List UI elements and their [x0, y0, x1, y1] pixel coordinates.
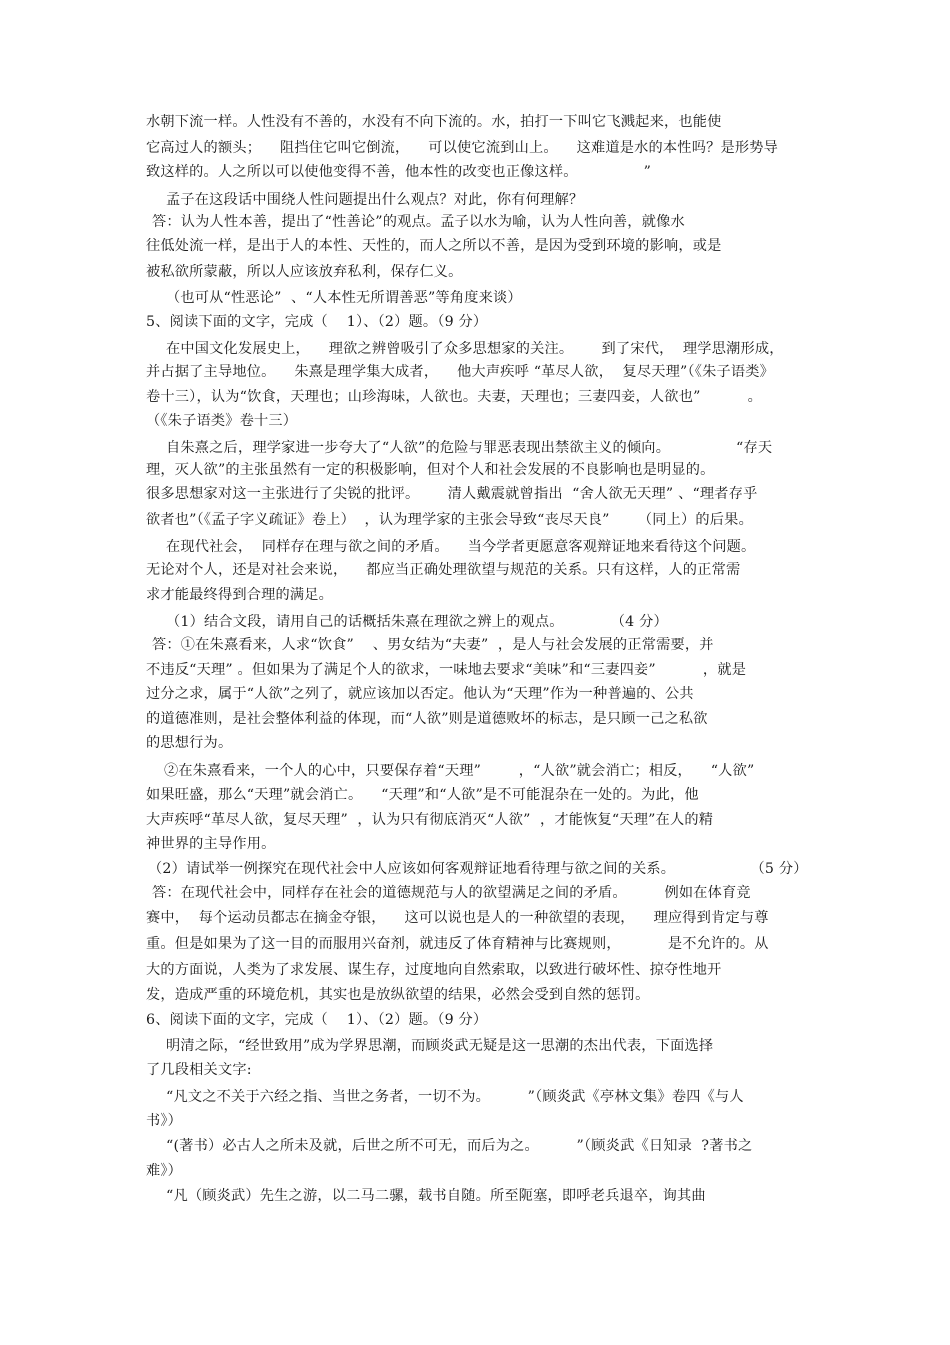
answer-line: 过分之求，属于“人欲”之列了，就应该加以否定。他认为“天理”作为一种普遍的、公共 — [146, 686, 694, 702]
section-heading-5: 5、阅读下面的文字，完成（ 1）、（2）题。（9 分） — [146, 314, 488, 330]
question-line: 孟子在这段话中围绕人性问题提出什么观点？对此，你有何理解？ — [166, 192, 584, 208]
quote-line: 难》） — [146, 1163, 183, 1179]
paragraph-line: 致这样的。人之所以可以使他变得不善，他本性的改变也正像这样。 ” — [146, 164, 652, 180]
answer-line: 往低处流一样，是出于人的本性、天性的，而人之所以不善，是因为受到环境的影响，或是 — [146, 238, 722, 254]
passage-line: 求才能最终得到合理的满足。 — [146, 587, 334, 603]
quote-line: “(著书）必古人之所未及就，后世之所不可无，而后为之。 ”（顾炎武《日知录 ?著书之 — [166, 1138, 753, 1154]
answer-line: 如果旺盛，那么“天理”就会消亡。 “天理”和“人欲”是不可能混杂在一处的。为此，他 — [146, 787, 699, 803]
answer-line: 大的方面说，人类为了求发展、谋生存，过度地向自然索取，以致进行破坏性、掠夺性地开 — [146, 962, 722, 978]
passage-line: 自朱熹之后，理学家进一步夸大了“人欲”的危险与罪恶表现出禁欲主义的倾向。 “存天 — [166, 440, 773, 456]
answer-line: 的思想行为。 — [146, 735, 233, 751]
passage-line: 并占据了主导地位。 朱熹是理学集大成者， 他大声疾呼 “革尽人欲， 复尽天理”（《朱子语类》 — [146, 364, 775, 380]
answer-line: 赛中， 每个运动员都志在摘金夺银， 这可以说也是人的一种欲望的表现， 理应得到肯定与尊 — [146, 910, 769, 926]
answer-line: 答：①在朱熹看来，人求“饮食” 、男女结为“夫妻” ，是人与社会发展的正常需要，并 — [152, 637, 714, 653]
answer-line: 答：认为人性本善，提出了“性善论”的观点。孟子以水为喻，认为人性向善，就像水 — [152, 214, 685, 230]
answer-line: 神世界的主导作用。 — [146, 836, 276, 852]
passage-line: 卷十三），认为“饮食，天理也；山珍海味，人欲也。夫妻，天理也；三妻四妾，人欲也” 。 — [146, 389, 763, 405]
question-line: （1）结合文段，请用自己的话概括朱熹在理欲之辨上的观点。 （4 分） — [166, 614, 668, 630]
answer-line: 答：在现代社会中，同样存在社会的道德规范与人的欲望满足之间的矛盾。 例如在体育竞 — [152, 885, 751, 901]
section-heading-6: 6、阅读下面的文字，完成（ 1）、（2）题。（9 分） — [146, 1012, 488, 1028]
answer-line: 发，造成严重的环境危机，其实也是放纵欲望的结果，必然会受到自然的惩罚。 — [146, 987, 650, 1003]
answer-line: 被私欲所蒙蔽，所以人应该放弃私利，保存仁义。 — [146, 264, 463, 280]
paragraph-line: 它高过人的额头； 阻挡住它叫它倒流， 可以使它流到山上。 这难道是水的本性吗？是形势导 — [146, 140, 779, 156]
answer-line: 的道德准则，是社会整体利益的体现，而“人欲”则是道德败坏的标志，是只顾一己之私欲 — [146, 711, 708, 727]
answer-line: ②在朱熹看来，一个人的心中，只要保存着“天理” ，“人欲”就会消亡；相反， “人欲” — [164, 763, 755, 779]
passage-line: 明清之际，“经世致用”成为学界思潮，而顾炎武无疑是这一思潮的杰出代表，下面选择 — [166, 1038, 714, 1054]
passage-line: 欲者也”（《孟子字义疏证》卷上） ，认为理学家的主张会导致“丧尽天良” （同上）的后果。 — [146, 512, 753, 528]
paragraph-line: 水朝下流一样。人性没有不善的，水没有不向下流的。水，拍打一下叫它飞溅起来，也能使 — [146, 114, 722, 130]
question-line: （2）请试举一例探究在现代社会中人应该如何客观辩证地看待理与欲之间的关系。 （5 分） — [148, 861, 808, 877]
answer-line: 重。但是如果为了这一目的而服用兴奋剂，就违反了体育精神与比赛规则， 是不允许的。从 — [146, 936, 769, 952]
answer-line: 不违反“天理” 。但如果为了满足个人的欲求，一味地去要求“美味”和“三妻四妾” ，就是 — [146, 662, 747, 678]
passage-line: 了几段相关文字: — [146, 1062, 252, 1078]
passage-line: 理，灭人欲”的主张虽然有一定的积极影响，但对个人和社会发展的不良影响也是明显的。 — [146, 462, 715, 478]
note-line: （也可从“性恶论” 、“人本性无所谓善恶”等角度来谈） — [166, 290, 522, 306]
passage-line: 在中国文化发展史上， 理欲之辨曾吸引了众多思想家的关注。 到了宋代， 理学思潮形成， — [166, 341, 784, 357]
quote-line: “凡文之不关于六经之指、当世之务者，一切不为。 ”（顾炎武《亭林文集》卷四《与人 — [166, 1089, 744, 1105]
passage-line: 在现代社会， 同样存在理与欲之间的矛盾。 当今学者更愿意客观辩证地来看待这个问题。 — [166, 539, 756, 555]
passage-line: （《朱子语类》卷十三） — [146, 413, 298, 429]
answer-line: 大声疾呼“革尽人欲，复尽天理” ，认为只有彻底消灭“人欲” ，才能恢复“天理”在人的精 — [146, 812, 714, 828]
passage-line: 很多思想家对这一主张进行了尖锐的批评。 清人戴震就曾指出 “舍人欲无天理” 、“理者存乎 — [146, 486, 758, 502]
passage-line: 无论对个人，还是对社会来说， 都应当正确处理欲望与规范的关系。只有这样，人的正常需 — [146, 562, 741, 578]
quote-line: 书》） — [146, 1113, 183, 1129]
quote-line: “凡（顾炎武）先生之游，以二马二骡，载书自随。所至阨塞，即呼老兵退卒，询其曲 — [166, 1188, 706, 1204]
